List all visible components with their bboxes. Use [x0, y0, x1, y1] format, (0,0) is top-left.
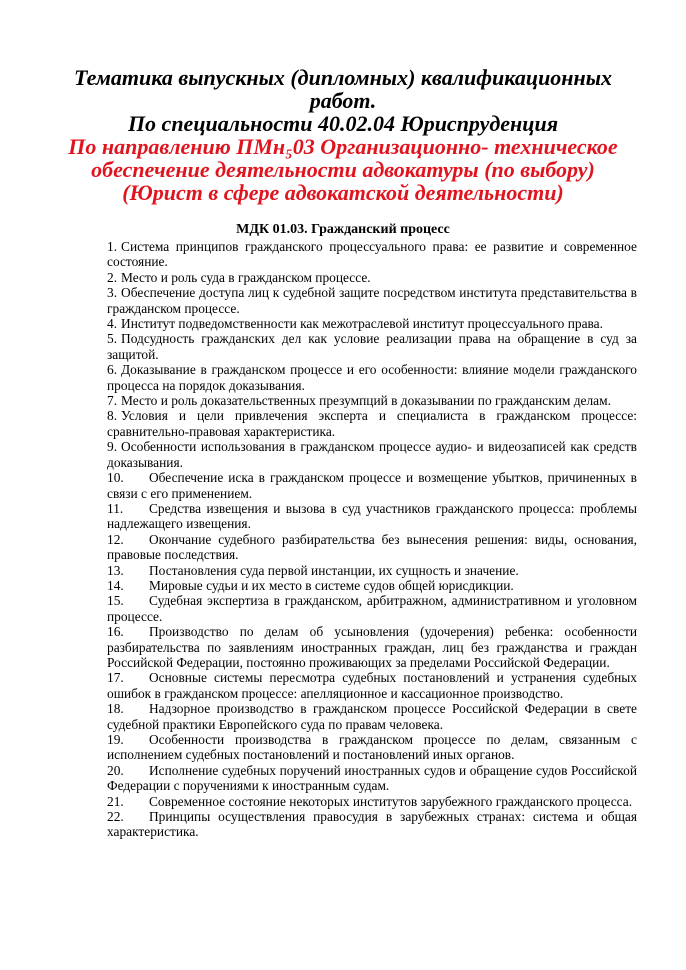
topic-number: 10.: [107, 470, 124, 486]
topic-text: Институт подведомственности как межотраслевой институт процессуального права.: [121, 316, 603, 332]
topic-text: Место и роль доказательственных презумпций в доказывании по гражданским делам.: [121, 393, 611, 409]
topic-number: 1.: [107, 239, 118, 254]
topics-list: [107, 239, 637, 840]
list-item: [107, 270, 637, 285]
direction-line-2: обеспечение деятельности адвокатуры (по выбору): [91, 157, 595, 182]
list-item: [107, 732, 637, 763]
topic-text: Принципы осуществления правосудия в зарубежных странах: система и общая характеристика.: [107, 809, 637, 840]
topic-text: Современное состояние некоторых институтов зарубежного гражданского процесса.: [149, 793, 633, 809]
topic-text: Производство по делам об усыновления (удочерения) ребенка: особенности разбирательства по заявлениям иностранных граждан, лиц без гражданства и граждан Российской Федерации, постоянно проживающих за пределами Российской Федерации.: [107, 624, 637, 670]
list-item: [107, 393, 637, 408]
topic-number: 8.: [107, 408, 118, 424]
direction-line-1: По направлению ПМн₅03 Организационно- техническое: [68, 134, 618, 159]
list-item: [107, 593, 637, 624]
topic-text: Судебная экспертиза в гражданском, арбитражном, административном и уголовном процессе.: [107, 593, 637, 624]
topic-text: Обеспечение доступа лиц к судебной защите посредством института представительства в гражданском процессе.: [107, 285, 637, 316]
topic-number: 6.: [107, 362, 118, 378]
topic-text: Условия и цели привлечения эксперта и специалиста в гражданском процессе: сравнительно-правовая характеристика.: [107, 408, 637, 439]
topic-text: Подсудность гражданских дел как условие реализации права на обращение в суд за защитой.: [107, 331, 637, 362]
list-item: [107, 701, 637, 732]
topic-number: 16.: [107, 624, 124, 640]
topic-text: Постановления суда первой инстанции, их сущность и значение.: [149, 562, 519, 578]
topic-text: Обеспечение иска в гражданском процессе и возмещение убытков, причиненных в связи с его применением.: [107, 470, 637, 501]
list-item: [107, 239, 637, 270]
list-item: [107, 408, 637, 439]
list-item: [107, 763, 637, 794]
topic-text: Система принципов гражданского процессуального права: ее развитие и современное состояние.: [107, 239, 637, 270]
topic-number: 20.: [107, 762, 124, 778]
topic-number: 12.: [107, 531, 124, 547]
topic-number: 14.: [107, 577, 124, 593]
topic-number: 7.: [107, 393, 118, 409]
list-item: [107, 362, 637, 393]
list-item: [107, 563, 637, 578]
topic-number: 3.: [107, 285, 118, 301]
list-item: [107, 578, 637, 593]
list-item: [107, 501, 637, 532]
topic-number: 19.: [107, 732, 124, 747]
title-line-2: работ.: [309, 88, 377, 113]
list-item: [107, 809, 637, 840]
document-title: [60, 66, 626, 204]
list-item: [107, 470, 637, 501]
topic-text: Особенности производства в гражданском процессе по делам, связанным с исполнением судебных постановлений и постановлений иных органов.: [107, 732, 637, 763]
list-item: [107, 439, 637, 470]
topic-text: Средства извещения и вызова в суд участников гражданского процесса: проблемы надлежащего извещения.: [107, 500, 637, 532]
topic-text: Окончание судебного разбирательства без вынесения решения: виды, основания, правовые последствия.: [107, 531, 637, 563]
topic-text: Доказывание в гражданском процессе и его особенности: влияние модели гражданского процесса на порядок доказывания.: [107, 362, 637, 393]
list-item: [107, 670, 637, 701]
list-item: [107, 331, 637, 362]
topic-number: 2.: [107, 269, 118, 285]
list-item: [107, 285, 637, 316]
topic-number: 9.: [107, 439, 118, 455]
topic-text: Надзорное производство в гражданском процессе Российской Федерации в свете судебной практики Европейского суда по правам человека.: [107, 701, 637, 732]
topic-text: Мировые судьи и их место в системе судов общей юрисдикции.: [149, 577, 514, 593]
list-item: [107, 794, 637, 809]
list-item: [107, 316, 637, 331]
topic-number: 11.: [107, 500, 124, 516]
topic-number: 15.: [107, 593, 124, 609]
topic-text: Место и роль суда в гражданском процессе.: [121, 269, 371, 285]
topic-number: 22.: [107, 809, 124, 825]
subject-heading: МДК 01.03. Гражданский процесс: [236, 222, 450, 237]
title-line-1: Тематика выпускных (дипломных) квалификационных: [73, 65, 612, 90]
title-line-3: По специальности 40.02.04 Юриспруденция: [127, 111, 559, 136]
direction-line-3: (Юрист в сфере адвокатской деятельности): [122, 180, 564, 205]
topic-number: 17.: [107, 670, 124, 686]
topic-number: 21.: [107, 793, 124, 809]
topic-text: Особенности использования в гражданском процессе аудио- и видеозаписей как средств доказывания.: [107, 439, 637, 470]
topic-number: 18.: [107, 701, 124, 717]
topic-number: 4.: [107, 316, 118, 332]
list-item: [107, 624, 637, 670]
topic-text: Исполнение судебных поручений иностранных судов и обращение судов Российской Федерации с поручениями к иностранным судам.: [107, 762, 637, 794]
topic-number: 13.: [107, 562, 124, 578]
topic-number: 5.: [107, 331, 118, 347]
list-item: [107, 532, 637, 563]
topic-text: Основные системы пересмотра судебных постановлений и устранения судебных ошибок в гражданском процессе: апелляционное и кассационное производство.: [107, 670, 637, 701]
